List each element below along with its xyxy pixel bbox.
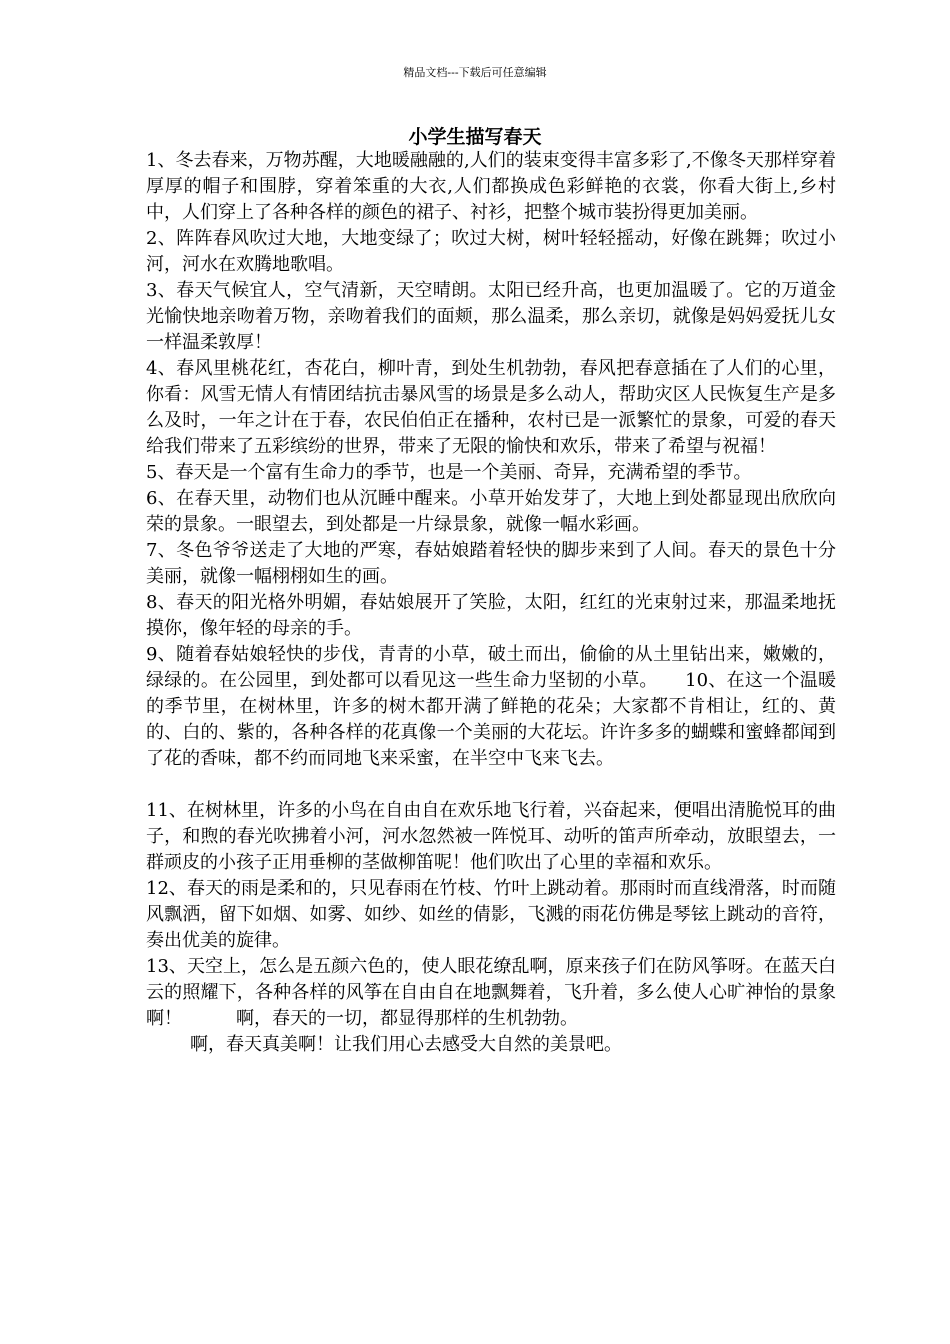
paragraph-3: 3、春天气候宜人，空气清新，天空晴朗。太阳已经升高，也更加温暖了。它的万道金光愉快地亲吻着万物，亲吻着我们的面颊，那么温柔，那么亲切，就像是妈妈爱抚儿女一样温柔敦厚！ [146, 280, 836, 353]
paragraph-2: 2、阵阵春风吹过大地，大地变绿了；吹过大树，树叶轻轻摇动，好像在跳舞；吹过小河，河水在欢腾地歌唱。 [146, 228, 836, 275]
paragraph-9-10: 9、随着春姑娘轻快的步伐，青青的小草，破土而出，偷偷的从土里钻出来，嫩嫩的，绿绿的。在公园里，到处都可以看见这一些生命力坚韧的小草。 10、在这一个温暖的季节里，在树林里，许多的树木都开满了鲜艳的花朵；大家都不肯相让，红的、黄的、白的、紫的，各种各样的花真像一个美丽的大花坛。许许多多的蝴蝶和蜜蜂都闻到了花的香味，都不约而同地飞来采蜜，在半空中飞来飞去。 [146, 644, 836, 769]
paragraph-12: 12、春天的雨是柔和的，只见春雨在竹枝、竹叶上跳动着。那雨时而直线滑落，时而随风飘洒，留下如烟、如雾、如纱、如丝的倩影，飞溅的雨花仿佛是琴铉上跳动的音符，奏出优美的旋律。 [146, 878, 836, 951]
paragraph-13: 13、天空上，怎么是五颜六色的，使人眼花缭乱啊，原来孩子们在防风筝呀。在蓝天白云的照耀下，各种各样的风筝在自由自在地飘舞着，飞升着，多么使人心旷神怡的景象啊！ 啊，春天的一切，都显得那样的生机勃勃。 [146, 956, 836, 1029]
blank-line [146, 772, 836, 798]
closing-paragraph: 啊，春天真美啊！让我们用心去感受大自然的美景吧。 [190, 1034, 622, 1055]
paragraph-6: 6、在春天里，动物们也从沉睡中醒来。小草开始发芽了，大地上到处都显现出欣欣向荣的景象。一眼望去，到处都是一片绿景象，就像一幅水彩画。 [146, 488, 836, 535]
page-header: 精品文档---下载后可任意编辑 [403, 66, 547, 79]
paragraph-11: 11、在树林里，许多的小鸟在自由自在欢乐地飞行着，兴奋起来，便唱出清脆悦耳的曲子，和煦的春光吹拂着小河，河水忽然被一阵悦耳、动听的笛声所牵动，放眼望去，一群顽皮的小孩子正用垂柳的茎做柳笛呢！他们吹出了心里的幸福和欢乐。 [146, 800, 836, 873]
document-body [146, 148, 836, 1058]
paragraph-7: 7、冬色爷爷送走了大地的严寒，春姑娘踏着轻快的脚步来到了人间。春天的景色十分美丽，就像一幅栩栩如生的画。 [146, 540, 836, 587]
paragraph-8: 8、春天的阳光格外明媚，春姑娘展开了笑脸，太阳，红红的光束射过来，那温柔地抚摸你，像年轻的母亲的手。 [146, 592, 836, 639]
paragraph-4: 4、春风里桃花红，杏花白，柳叶青，到处生机勃勃，春风把春意插在了人们的心里，你看：风雪无情人有情团结抗击暴风雪的场景是多么动人，帮助灾区人民恢复生产是多么及时，一年之计在于春，农民伯伯正在播种，农村已是一派繁忙的景象，可爱的春天给我们带来了五彩缤纷的世界，带来了无限的愉快和欢乐，带来了希望与祝福！ [146, 358, 836, 457]
paragraph-5: 5、春天是一个富有生命力的季节，也是一个美丽、奇异，充满希望的季节。 [146, 462, 752, 483]
document-title: 小学生描写春天 [408, 126, 542, 148]
paragraph-1: 1、冬去春来，万物苏醒，大地暖融融的,人们的装束变得丰富多彩了,不像冬天那样穿着厚厚的帽子和围脖，穿着笨重的大衣,人们都换成色彩鲜艳的衣裳，你看大街上,乡村中，人们穿上了各种各样的颜色的裙子、衬衫，把整个城市装扮得更加美丽。 [146, 150, 836, 223]
